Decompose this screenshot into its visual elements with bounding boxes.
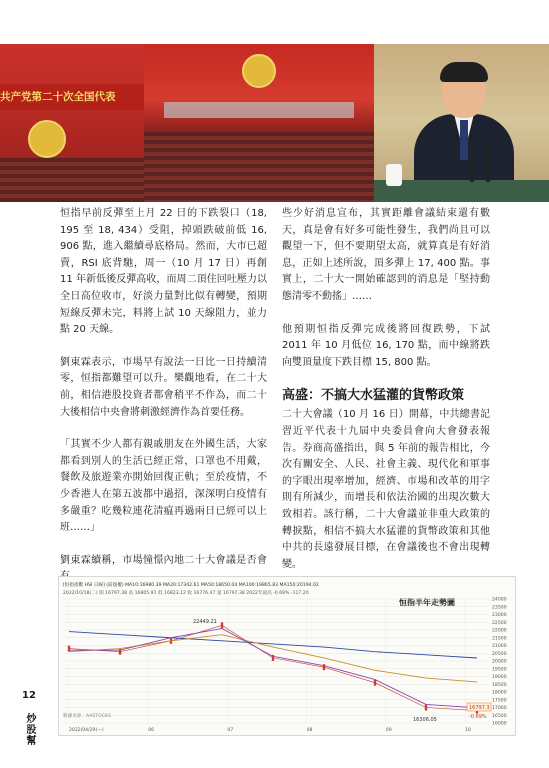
speaker-photo (374, 44, 549, 202)
y-tick-label: 21000 (492, 644, 507, 650)
y-tick-label: 23500 (492, 605, 507, 611)
party-emblem-icon (28, 120, 66, 158)
paragraph: 劉東霖續稱，市場憧憬內地二十大會議是否會 (60, 554, 267, 566)
hall-seats (0, 158, 144, 202)
congress-banner: 共产党第二十次全国代表 (0, 84, 144, 110)
microphone-icon (486, 148, 490, 182)
page-sidebar (22, 690, 36, 746)
y-tick-label: 16000 (492, 721, 507, 727)
chart-footnote: 數據來源：AASTOCKS (63, 714, 111, 719)
y-tick-label: 22500 (492, 620, 507, 626)
y-tick-label: 17500 (492, 698, 507, 704)
x-tick-label: 06 (148, 728, 155, 733)
y-tick-label: 19000 (492, 675, 507, 681)
paragraph: 些少好消息宣布，其實距離會議結束還有數天，真是會有好多可能性發生，我們尚且可以觀望一下，但不要期望太高，就算真是有好消息，正如上述所說，頂多彈上 17, 400 點。事實上，二十大一開始確認到的消息是「堅持動態清零不動搖」…… (282, 208, 490, 302)
y-tick-label: 16500 (492, 713, 507, 719)
candle-mark (374, 680, 376, 686)
congress-hall-photo (0, 44, 144, 202)
y-tick-label: 18500 (492, 682, 507, 688)
x-tick-label: 07 (227, 728, 234, 733)
x-tick-label: 10 (465, 728, 471, 733)
top-margin (0, 0, 549, 44)
series-line-hsi (69, 625, 477, 710)
paragraph: 恒指早前反彈至上月 22 日的下跌裂口（18, 195 至 18, 434）受阻，掉頭跌破前低 16, 906 點，進入繼續尋底格局。然而，大市已超賣，RSI 底背馳，周一（10 月 17 日）再創 11 年新低後反彈高收，而周二頂住回吐壓力以全日高位收市，好淡力量對比似有轉變，預期短線反彈未完，料將上試 10 天線阻力，並力點 20 天線。 (60, 208, 267, 336)
candle-mark (425, 705, 427, 711)
chart-header-line2: 2022/10/18(二) 開 16797.38 高 16805.91 低 16823.12 收 16776.47 量 16797.38 2022年最高 -0.69% -117.20 (63, 591, 309, 596)
paragraph: 二十大會議（10 月 16 日）開幕，中共總書記習近平代表十九屆中央委員會向大會發表報告。券商高盛指出，與 5 年前的報告相比，今次有關安全、人民、社會主義、現代化和軍事的字眼出現率增加，經濟、市場和改革的用字則有所減少，而增長和依法治國的出現次數大致相若。該行稱，二十大會議並非重大政策的轉捩點，相信不搞大水猛灌的貨幣政策和其他中共的長遠發展目標，在會議後也不會出現轉變。 (282, 409, 490, 570)
paragraph: 他預期恒指反彈完成後將回復跌勢，下試 2011 年 10 月低位 16, 170 點，而中線將跌向雙頂量度下跌目標 15, 800 點。 (282, 323, 490, 368)
price-tag: 16797.3 (469, 705, 490, 711)
y-tick-label: 21500 (492, 636, 507, 642)
photo-strip (0, 44, 549, 202)
hsi-chart-svg (59, 577, 515, 735)
candle-mark (68, 646, 70, 652)
y-tick-label: 17000 (492, 706, 507, 712)
paragraph: 「其實不少人都有親戚朋友在外國生活，大家都看到別人的生活已經正常，口罩也不用戴，餐飲及旅遊業亦開始回復正軌；至於疫情，不少香港人在第五波都中過招，深深明白疫情有多嚴重？吃幾粒連花清瘟再過兩日已經可以上班……」 (60, 439, 267, 534)
x-tick-label: 08 (306, 728, 313, 733)
y-tick-label: 23000 (492, 613, 507, 619)
magazine-title: 炒股幫 (24, 713, 35, 746)
y-tick-label: 22000 (492, 628, 507, 634)
y-tick-label: 20000 (492, 659, 507, 665)
low-marker: 16306.05 (413, 717, 437, 723)
series-line-ma10 (69, 628, 477, 707)
teacup-icon (386, 164, 402, 186)
peak-marker: 22449.21 (193, 619, 217, 625)
change-tag: -0.69% (469, 714, 487, 720)
chart-title: 恒指半年走勢圖 (399, 598, 455, 607)
page-number: 12 (22, 690, 36, 701)
hsi-chart (58, 576, 516, 736)
y-tick-label: 19500 (492, 667, 507, 673)
microphone-icon (470, 148, 474, 182)
article-left-column (60, 206, 267, 602)
delegate-seats (144, 132, 374, 202)
series-line-ma150 (69, 632, 477, 658)
chart-header-line1: [恒指指數 HSI 日線] (前復權) MA10:16980.39 MA20:17342.61 MA50:18650.04 MA100:19865.83 MA150:20194.02 (63, 583, 319, 588)
stage-rows (164, 102, 354, 118)
y-tick-label: 20500 (492, 651, 507, 657)
y-tick-label: 18000 (492, 690, 507, 696)
x-tick-label: 09 (385, 728, 392, 733)
section-heading: 高盛：不搞大水猛灌的貨幣政策 (282, 388, 465, 404)
candle-mark (221, 622, 223, 628)
x-tick-label: 2022/04/29(—) (69, 728, 104, 733)
article-right-column (282, 206, 490, 589)
paragraph: 劉東霖表示，市場早有說法一日比一日持續清零，恒指都難望可以升。樂觀地看，在二十大前，相信港股投資者都會稍平不作為，而二十大後相信中央會將刺激經濟作為首要任務。 (60, 356, 267, 418)
party-emblem-icon (242, 54, 276, 88)
y-tick-label: 24000 (492, 597, 507, 603)
congress-stage-photo (144, 44, 374, 202)
